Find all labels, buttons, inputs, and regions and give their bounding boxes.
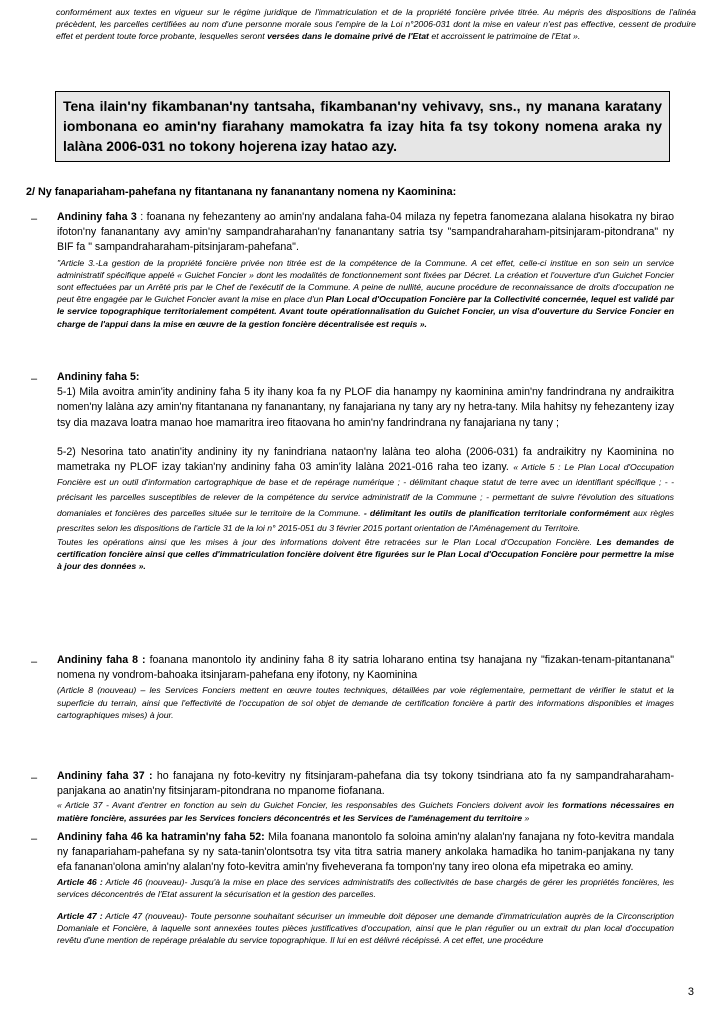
- article-46-quote: [57, 876, 674, 900]
- quote-bold-text: - délimitant les outils de planification territoriale conformément: [363, 507, 630, 518]
- article-47-text: Article 47 (nouveau)- Toute personne souhaitant sécuriser un immeuble doit déposer une demande d'immatriculation auprès de la Circonscription Domaniale et Foncière, à laquelle sont annexées toutes pièces justificatives d'occupation, ainsi que le plan régulier ou un extrait du plan local d'occupation revêtu d'une mention de repérage préalable du service topographique. Il lui en est délivré récépissé. A cet effet, une procédure: [57, 911, 674, 946]
- item-text: 5-2) Nesorina tato anatin'ity andininy ity ny fanindriana nataon'ny lalàna teo aloha (2006-031) fa andraikitry ny Kaominina no mametraka ny PLOF izay takian'ny andininy faha 03 amin'ity lalàna 2021-016 raha teo izany.: [57, 445, 674, 474]
- intro-end-text: et accroissent le patrimoine de l'Etat ».: [428, 31, 581, 42]
- quote-end-text: aux règles prescrites selon les dispositions de l'article 31 de la loi n° 2015-051 du 3 février 2015 portant orientation de l'Aménagement du Territoire.: [57, 507, 675, 533]
- item-paragraph: [57, 653, 674, 683]
- quote-bold-text: formations nécessaires en matière foncière, assurées par les Services fonciers déconcentrés et les Services de l'aménagement du territoire: [57, 800, 674, 823]
- item-text: foanana manontolo ity andininy faha 8 ity satria loharano entina tsy hanajana ny "fizakan-tenam-pitantanana" nomena ny vondrom-bahoaka itsinjaram-pahefana eny ifotony, ny Kaominina: [57, 654, 674, 682]
- section-heading: 2/ Ny fanapariaham-pahefana ny fitantanana ny fananantany nomena ny Kaominina:: [26, 186, 457, 198]
- quote-end-text: »: [522, 812, 530, 823]
- article-47-quote: [57, 910, 674, 947]
- item-title: Andininy faha 3: [57, 211, 137, 223]
- article-46-label: Article 46 :: [57, 876, 103, 887]
- bullet-dash: –: [31, 213, 38, 225]
- list-item-article-5: [57, 370, 674, 573]
- quote-text: Toutes les opérations ainsi que les mises à jour des informations doivent être retracées sur le Plan Local d'Occupation Foncière.: [57, 537, 597, 548]
- item-quote-2: [57, 536, 674, 573]
- item-quote: [57, 257, 674, 330]
- bullet-dash: –: [31, 373, 38, 385]
- item-paragraph: [57, 830, 674, 876]
- item-title: Andininy faha 37 :: [57, 770, 153, 782]
- item-paragraph-5-2: [57, 445, 674, 536]
- intro-text: conformément aux textes en vigueur sur le régime juridique de l'immatriculation et de la propriété foncière privée titrée. Au mépris des dispositions de l'alinéa précèdent, les parcelles certifiées au nom d'une personne morale sous l'empire de la Loi n°2006-031 dont la mise en valeur n'est pas effective, cessent de produire effet et perdent toute force probante, lesquelles seront: [56, 7, 696, 42]
- quote-text: « Article 37 - Avant d'entrer en fonction au sein du Guichet Foncier, les responsables des Guichets Fonciers doivent avoir les: [57, 800, 563, 811]
- quote-text: "Article 3.-La gestion de la propriété foncière privée non titrée est de la compétence de la Commune. A cet effet, celle-ci institue en son sein un service administratif spécifique appelé « Guichet Foncier » dont les modalités de fonctionnement sont fixées par Décret. La création et l'ouverture d'un Guichet Foncier sont effectuées par un Arrêté pris par le Chef de l'exécutif de la Commune. A peine de nullité, aucune procédure de reconnaissance de droits d'occupation ne peut être engagée par le Guichet Foncier avant la mise en place d'un: [57, 257, 674, 305]
- intro-bold-text: versées dans le domaine privé de l'Etat: [267, 31, 429, 42]
- list-item-article-8: [57, 653, 674, 721]
- item-title: Andininy faha 8 :: [57, 654, 146, 666]
- list-item-article-37: [57, 769, 674, 824]
- item-paragraph: [57, 210, 674, 256]
- item-quote: (Article 8 (nouveau) – les Services Fonciers mettent en œuvre toutes techniques, détaillées par voie réglementaire, permettant de vérifier le statut et la superficie du terrain, ainsi que l'effectivité de l'occupation de sol objet de demande de certification foncière à partir des informations disponibles et images cartographiques mises) à jour.: [57, 685, 674, 720]
- item-quote: [57, 799, 674, 823]
- item-text: : foanana ny fehezanteny ao amin'ny andalana faha-04 milaza ny fepetra fanomezana alalana hisokatra ny birao ifoton'ny fananantany avy amin'ny sampandraharahan'ny fananantany satria tsy "sampandraharaham-pitsinjaram-pitondrana" ny BIF fa " sampandraharaham-pitsinjaram-pahefana".: [57, 211, 674, 254]
- item-title: Andininy faha 46 ka hatramin'ny faha 52:: [57, 831, 265, 843]
- item-text: ho fanajana ny foto-kevitry ny fitsinjaram-pahefana dia tsy tokony tsindriana ato fa ny sampandraharaham-panjakana ao anatin'ny fitsinjaram-pitondrana no mpanome fiofanana.: [57, 770, 674, 798]
- list-item-article-3: [57, 210, 674, 330]
- bullet-dash: –: [31, 772, 38, 784]
- item-title: Andininy faha 5:: [57, 371, 140, 383]
- item-text: Mila foanana manontolo fa soloina amin'ny alalan'ny fanajana ny foto-kevitra mandala ny fanapariaham-pahefana sy ny sata-tanin'olontsotra tsy vita titra satria manery ankolaka hamadika ho tanim-panjakana ny tany efa fananan'olona amin'ny alalan'ny foto-kevitra amin'ny fiveheverana fa tompon'ny tany ireo olona efa mipetraka eo aminy.: [57, 831, 674, 874]
- article-46-text: Article 46 (nouveau)- Jusqu'à la mise en place des services administratifs des collectivités de base chargés de gérer les propriétés foncières, les services déconcentrés de l'Etat assurent la sécurisation et la gestion des parcelles.: [57, 876, 675, 899]
- quote-bold-text: Les demandes de certification foncière ainsi que celles d'immatriculation foncière doivent être figurées sur le Plan Local d'Occupation Foncière pour permettre la mise à jour des données ».: [57, 537, 674, 572]
- quote-bold-text: Plan Local d'Occupation Foncière par la Collectivité concernée, lequel est validé par le service topographique territorialement compétent. Avant toute opérationnalisation du Guichet Foncier, un visa d'ouverture du Service Foncier en charge de l'appui dans la mise en œuvre de la gestion foncière décentralisée est requis ».: [57, 294, 675, 329]
- item-paragraph-5-1: 5-1) Mila avoitra amin'ity andininy faha 5 ity ihany koa fa ny PLOF dia hanampy ny kaominina amin'ny fandrindrana ny andraikitra nomen'ny lalàna azy amin'ny fitantanana ny fananantany, ny fanajariana ny tany ary ny hetra-tany. Mila hahitsy ny fehezanteny izay tsy dia mazava loatra manao hoe mamaritra ireo fitaovana ho amin'ny fandrindrana ny fanajariana ny tany ;: [57, 386, 674, 429]
- item-paragraph: [57, 769, 674, 799]
- page-number: 3: [687, 986, 694, 998]
- article-47-label: Article 47 :: [57, 911, 103, 922]
- bullet-dash: –: [31, 833, 38, 845]
- highlight-box: Tena ilain'ny fikambanan'ny tantsaha, fikambanan'ny vehivavy, sns., ny manana karatany iombonana eo amin'ny fiarahany mamokatra fa izay hita fa tsy tokony nomena araka ny lalàna 2006-031 no tokony hojerena izay hatao azy.: [55, 91, 670, 162]
- bullet-dash: –: [31, 656, 38, 668]
- list-item-article-46-52: [57, 830, 674, 947]
- quote-text: « Article 5 : Le Plan Local d'Occupation Foncière est un outil d'information cartographique de base et de repérage numérique ; - délimitant chaque statut de terre avec un identifiant spécifique ; - - précisant les parcelles susceptibles de relever de la compétence du service administratif de la Commune ; - permettant de suivre l'évolution des situations domaniales et foncières des parcelles située sur le territoire de la Commune.: [57, 462, 675, 518]
- intro-paragraph: [56, 6, 696, 43]
